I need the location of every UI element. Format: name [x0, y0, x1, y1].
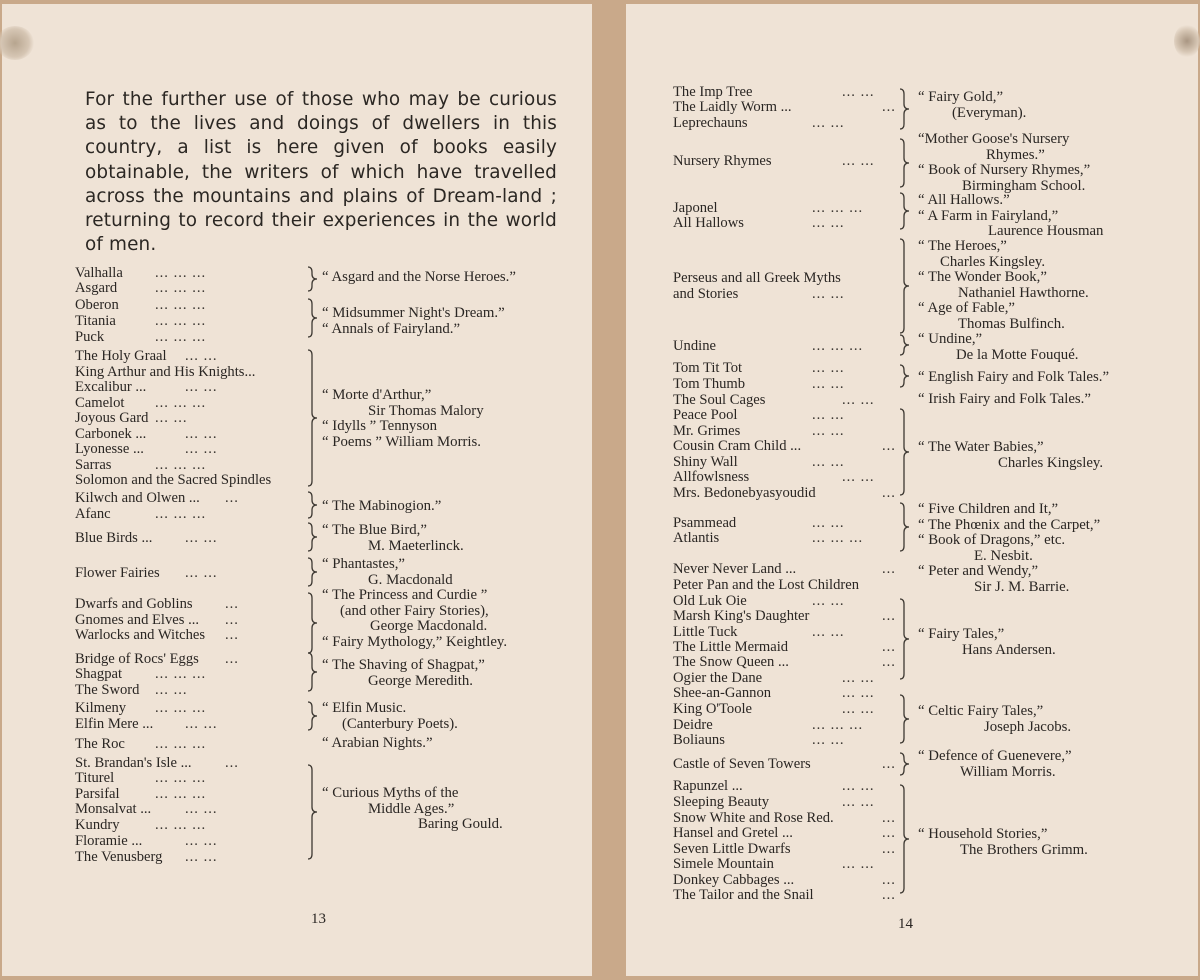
- reference-line: Sir Thomas Malory: [368, 402, 484, 419]
- reference-line: Sir J. M. Barrie.: [974, 578, 1070, 595]
- entry-dots: ... ...: [842, 84, 875, 100]
- reference-line: Joseph Jacobs.: [984, 718, 1072, 735]
- entry-dots: ... ...: [185, 716, 218, 732]
- reference-line: “ Phantastes,”: [322, 556, 406, 572]
- entry-dots: ... ...: [155, 410, 188, 426]
- brace-icon: [898, 408, 912, 496]
- book-reference: [322, 523, 464, 554]
- paper-stain: [0, 26, 34, 60]
- book-reference: [918, 827, 1088, 858]
- brace-icon: [306, 701, 320, 731]
- entry-dots: ... ... ...: [155, 770, 207, 786]
- reference-line: “ The Water Babies,”: [918, 439, 1044, 455]
- book-reference: [322, 499, 441, 515]
- reference-line: “ Asgard and the Norse Heroes.”: [322, 269, 516, 285]
- entry-name: Never Never Land ...: [673, 561, 797, 577]
- reference-line: “ Idylls ” Tennyson: [322, 418, 437, 435]
- entry-name: The Holy Graal: [75, 348, 167, 364]
- entry-dots: ... ...: [842, 856, 875, 872]
- reference-line: (Canterbury Poets).: [342, 715, 458, 732]
- reference-line: “ Arabian Nights.”: [322, 735, 433, 751]
- entry-name: Floramie ...: [75, 833, 143, 849]
- entry-name: Undine: [673, 338, 716, 354]
- entry-name: Puck: [75, 329, 105, 345]
- entry-dots: ...: [882, 438, 896, 454]
- entry-dots: ... ... ...: [155, 395, 207, 411]
- paper-stain: [1174, 24, 1200, 58]
- book-reference: [918, 332, 1078, 363]
- entry-dots: ... ...: [842, 392, 875, 408]
- entry-dots: ...: [225, 627, 239, 643]
- entry-dots: ... ...: [185, 441, 218, 457]
- entry-dots: ...: [882, 99, 896, 115]
- book-reference: [322, 736, 433, 752]
- entry-dots: ...: [225, 755, 239, 771]
- entry-name: Leprechauns: [673, 115, 748, 131]
- reference-line: The Brothers Grimm.: [960, 841, 1088, 858]
- entry-dots: ...: [225, 596, 239, 612]
- book-reference: [322, 786, 503, 833]
- entry-name: Tom Thumb: [673, 376, 746, 392]
- entry-name: All Hallows: [673, 215, 744, 231]
- entry-dots: ... ...: [185, 565, 218, 581]
- entry-dots: ... ... ...: [155, 666, 207, 682]
- entry-dots: ...: [882, 654, 896, 670]
- book-reference: [322, 270, 516, 286]
- entry-name: Tom Tit Tot: [673, 360, 743, 376]
- entry-name: Gnomes and Elves ...: [75, 612, 200, 628]
- entry-dots: ... ... ...: [155, 817, 207, 833]
- entry-name: Sarras: [75, 457, 112, 473]
- entry-name: The Imp Tree: [673, 84, 753, 100]
- reference-line: Rhymes.”: [986, 146, 1045, 163]
- entry-name: Old Luk Oie: [673, 593, 747, 609]
- entry-name: Excalibur ...: [75, 379, 147, 395]
- entry-dots: ...: [882, 756, 896, 772]
- entry-dots: ... ...: [842, 794, 875, 810]
- reference-line: “ Book of Nursery Rhymes,”: [918, 162, 1091, 179]
- entry-dots: ... ...: [842, 670, 875, 686]
- entry-name: The Soul Cages: [673, 392, 766, 408]
- entry-name: and Stories: [673, 286, 739, 302]
- brace-icon: [306, 266, 320, 292]
- entry-name: The Laidly Worm ...: [673, 99, 792, 115]
- entry-name: Snow White and Rose Red.: [673, 810, 834, 826]
- brace-icon: [306, 592, 320, 654]
- entry-dots: ...: [882, 825, 896, 841]
- reference-line: “ Morte d'Arthur,”: [322, 387, 432, 403]
- entry-name: Cousin Cram Child ...: [673, 438, 802, 454]
- entry-dots: ... ...: [812, 423, 845, 439]
- entry-name: Carbonek ...: [75, 426, 147, 442]
- entry-dots: ... ... ...: [812, 530, 864, 546]
- reference-line: “ The Blue Bird,”: [322, 522, 427, 538]
- brace-icon: [898, 784, 912, 894]
- reference-line: “ The Phœnix and the Carpet,”: [918, 516, 1101, 533]
- book-reference: [322, 388, 484, 450]
- entry-name: Kilwch and Olwen ...: [75, 490, 200, 506]
- entry-name: Mrs. Bedonebyasyoudid: [673, 485, 816, 501]
- entry-dots: ... ...: [842, 685, 875, 701]
- entry-name: Camelot: [75, 395, 125, 411]
- entry-dots: ... ... ...: [155, 506, 207, 522]
- entry-dots: ... ...: [812, 593, 845, 609]
- brace-icon: [898, 364, 912, 388]
- reference-line: “ Midsummer Night's Dream.”: [322, 305, 505, 321]
- reference-line: Thomas Bulfinch.: [958, 315, 1065, 332]
- entry-dots: ... ...: [185, 801, 218, 817]
- reference-line: William Morris.: [960, 763, 1056, 780]
- entry-name: The Sword: [75, 682, 140, 698]
- entry-name: Nursery Rhymes: [673, 153, 772, 169]
- entry-name: The Roc: [75, 736, 125, 752]
- entry-dots: ... ... ...: [155, 786, 207, 802]
- entry-name: Shagpat: [75, 666, 123, 682]
- brace-icon: [898, 238, 912, 334]
- entry-dots: ... ... ...: [812, 717, 864, 733]
- page-13: [2, 4, 592, 976]
- entry-dots: ... ...: [812, 215, 845, 231]
- entry-dots: ... ...: [842, 701, 875, 717]
- entry-name: Perseus and all Greek Myths: [673, 270, 841, 286]
- entry-dots: ...: [882, 485, 896, 501]
- reference-line: “ The Mabinogion.”: [322, 498, 442, 514]
- brace-icon: [898, 334, 912, 356]
- reference-line: “ Annals of Fairyland.”: [322, 320, 461, 337]
- brace-icon: [306, 652, 320, 692]
- entry-dots: ... ... ...: [155, 280, 207, 296]
- entry-dots: ...: [882, 639, 896, 655]
- entry-dots: ... ...: [185, 348, 218, 364]
- book-reference: [918, 370, 1109, 386]
- entry-dots: ... ...: [185, 426, 218, 442]
- entry-name: Dwarfs and Goblins: [75, 596, 193, 612]
- entry-name: Oberon: [75, 297, 119, 313]
- entry-name: Parsifal: [75, 786, 120, 802]
- entry-dots: ... ... ...: [155, 297, 207, 313]
- entry-dots: ... ... ...: [155, 700, 207, 716]
- entry-name: The Snow Queen ...: [673, 654, 789, 670]
- brace-icon: [898, 138, 912, 188]
- reference-line: “ The Shaving of Shagpat,”: [322, 657, 485, 673]
- book-reference: [322, 588, 507, 650]
- reference-line: De la Motte Fouqué.: [956, 346, 1079, 363]
- entry-dots: ... ... ...: [155, 736, 207, 752]
- entry-name: Bridge of Rocs' Eggs: [75, 651, 199, 667]
- entry-name: Seven Little Dwarfs: [673, 841, 791, 857]
- entry-name: Shee-an-Gannon: [673, 685, 772, 701]
- entry-dots: ...: [225, 490, 239, 506]
- entry-dots: ... ...: [155, 682, 188, 698]
- book-reference: [918, 564, 1069, 595]
- reference-line: “ Elfin Music.: [322, 700, 407, 716]
- entry-dots: ... ...: [185, 530, 218, 546]
- brace-icon: [898, 694, 912, 744]
- page-number: 13: [311, 911, 326, 927]
- entry-name: Afanc: [75, 506, 111, 522]
- entry-name: The Venusberg: [75, 849, 163, 865]
- entry-name: Atlantis: [673, 530, 720, 546]
- entry-name: Sleeping Beauty: [673, 794, 770, 810]
- reference-line: “ Household Stories,”: [918, 826, 1048, 842]
- brace-icon: [898, 752, 912, 776]
- entry-dots: ... ...: [185, 379, 218, 395]
- book-reference: [918, 749, 1072, 780]
- entry-dots: ... ... ...: [155, 457, 207, 473]
- brace-icon: [306, 491, 320, 519]
- reference-line: “ Fairy Mythology,” Keightley.: [322, 633, 508, 650]
- entry-name: Marsh King's Daughter: [673, 608, 810, 624]
- reference-line: Middle Ages.”: [368, 800, 455, 817]
- entry-name: Castle of Seven Towers: [673, 756, 811, 772]
- reference-line: “ Poems ” William Morris.: [322, 433, 482, 450]
- book-reference: [918, 239, 1089, 333]
- reference-line: “ Irish Fairy and Folk Tales.”: [918, 391, 1091, 407]
- entry-dots: ...: [225, 651, 239, 667]
- entry-dots: ... ...: [842, 778, 875, 794]
- entry-name: Simele Mountain: [673, 856, 774, 872]
- brace-icon: [898, 502, 912, 552]
- reference-line: “ Curious Myths of the: [322, 785, 459, 801]
- brace-icon: [306, 522, 320, 552]
- entry-name: Rapunzel ...: [673, 778, 743, 794]
- entry-dots: ... ...: [812, 624, 845, 640]
- reference-line: Hans Andersen.: [962, 641, 1056, 658]
- entry-dots: ... ... ...: [812, 200, 864, 216]
- page-14: [626, 4, 1198, 976]
- reference-line: “ The Princess and Curdie ”: [322, 587, 488, 603]
- reference-line: “ Age of Fable,”: [918, 300, 1015, 317]
- page-number: 14: [898, 916, 913, 932]
- reference-line: M. Maeterlinck.: [368, 537, 464, 554]
- entry-name: Blue Birds ...: [75, 530, 153, 546]
- reference-line: “ English Fairy and Folk Tales.”: [918, 369, 1110, 385]
- reference-line: (Everyman).: [952, 104, 1027, 121]
- entry-name: Titania: [75, 313, 116, 329]
- reference-line: “ The Heroes,”: [918, 238, 1007, 254]
- reference-line: Baring Gould.: [418, 816, 503, 833]
- book-reference: [322, 557, 453, 588]
- reference-line: “ Undine,”: [918, 331, 983, 347]
- reference-line: George Meredith.: [368, 672, 473, 689]
- entry-name: St. Brandan's Isle ...: [75, 755, 192, 771]
- entry-name: Kundry: [75, 817, 120, 833]
- reference-line: “ Five Children and It,”: [918, 501, 1059, 517]
- entry-name: Boliauns: [673, 732, 725, 748]
- brace-icon: [306, 298, 320, 338]
- brace-icon: [898, 192, 912, 230]
- entry-name: Shiny Wall: [673, 454, 738, 470]
- entry-dots: ... ...: [812, 360, 845, 376]
- reference-line: “ All Hallows.”: [918, 192, 1010, 208]
- book-reference: [918, 392, 1091, 408]
- book-reference: [322, 658, 485, 689]
- entry-name: King Arthur and His Knights...: [75, 364, 256, 380]
- entry-name: Hansel and Gretel ...: [673, 825, 793, 841]
- book-reference: [918, 502, 1100, 564]
- book-reference: [322, 306, 505, 337]
- entry-dots: ... ... ...: [155, 265, 207, 281]
- reference-line: “Mother Goose's Nursery: [918, 131, 1070, 147]
- book-reference: [918, 627, 1056, 658]
- entry-dots: ... ...: [842, 469, 875, 485]
- entry-dots: ...: [882, 561, 896, 577]
- book-reference: [918, 440, 1103, 471]
- brace-icon: [306, 557, 320, 587]
- entry-name: Ogier the Dane: [673, 670, 763, 686]
- entry-name: Monsalvat ...: [75, 801, 152, 817]
- brace-icon: [898, 598, 912, 680]
- entry-dots: ... ...: [185, 849, 218, 865]
- entry-name: Psammead: [673, 515, 737, 531]
- reference-line: “ Celtic Fairy Tales,”: [918, 703, 1044, 719]
- entry-dots: ...: [882, 887, 896, 903]
- entry-dots: ... ...: [812, 407, 845, 423]
- brace-icon: [898, 88, 912, 130]
- entry-name: Elfin Mere ...: [75, 716, 154, 732]
- entry-dots: ... ...: [812, 286, 845, 302]
- book-reference: [918, 193, 1103, 240]
- entry-name: Joyous Gard: [75, 410, 149, 426]
- reference-line: Birmingham School.: [962, 177, 1086, 194]
- entry-dots: ... ...: [842, 153, 875, 169]
- entry-name: Titurel: [75, 770, 115, 786]
- reference-line: Laurence Housman: [988, 223, 1104, 240]
- brace-icon: [306, 764, 320, 860]
- entry-dots: ...: [882, 608, 896, 624]
- entry-dots: ...: [882, 810, 896, 826]
- entry-name: Lyonesse ...: [75, 441, 144, 457]
- entry-name: Solomon and the Sacred Spindles: [75, 472, 272, 488]
- reference-line: George Macdonald.: [370, 618, 488, 635]
- entry-name: Kilmeny: [75, 700, 127, 716]
- entry-name: Allfowlsness: [673, 469, 750, 485]
- entry-name: Warlocks and Witches: [75, 627, 206, 643]
- entry-dots: ... ... ...: [155, 329, 207, 345]
- entry-name: Donkey Cabbages ...: [673, 872, 795, 888]
- entry-dots: ... ... ...: [155, 313, 207, 329]
- entry-dots: ...: [882, 841, 896, 857]
- book-reference: [918, 132, 1090, 194]
- reference-line: E. Nesbit.: [974, 547, 1033, 564]
- entry-name: Flower Fairies: [75, 565, 160, 581]
- entry-dots: ... ...: [812, 515, 845, 531]
- brace-icon: [306, 349, 320, 487]
- intro-paragraph: For the further use of those who may be curious as to the lives and doings of dwellers in this country, a list is here given of books easily obtainable, the writers of which have travelled across the mountains and plains of Dream-land ; returning to record their experiences in the world of men.: [85, 89, 557, 256]
- entry-dots: ... ...: [812, 454, 845, 470]
- book-reference: [322, 701, 458, 732]
- reference-line: “ Defence of Guenevere,”: [918, 748, 1072, 764]
- book-reference: [918, 704, 1071, 735]
- reference-line: “ Peter and Wendy,”: [918, 563, 1039, 579]
- reference-line: Charles Kingsley.: [998, 454, 1104, 471]
- entry-dots: ... ...: [185, 833, 218, 849]
- reference-line: “ A Farm in Fairyland,”: [918, 207, 1059, 224]
- entry-dots: ... ...: [812, 732, 845, 748]
- entry-dots: ...: [225, 612, 239, 628]
- reference-line: Charles Kingsley.: [940, 253, 1046, 270]
- reference-line: “ Book of Dragons,” etc.: [918, 532, 1066, 549]
- reference-line: Nathaniel Hawthorne.: [958, 284, 1089, 301]
- reference-line: G. Macdonald: [368, 571, 453, 588]
- entry-name: The Tailor and the Snail: [673, 887, 814, 903]
- entry-dots: ... ...: [812, 376, 845, 392]
- entry-name: King O'Toole: [673, 701, 753, 717]
- reference-line: “ The Wonder Book,”: [918, 269, 1047, 286]
- reference-line: “ Fairy Tales,”: [918, 626, 1005, 642]
- entry-name: Mr. Grimes: [673, 423, 741, 439]
- entry-dots: ... ... ...: [812, 338, 864, 354]
- entry-name: Deidre: [673, 717, 713, 733]
- reference-line: (and other Fairy Stories),: [340, 602, 489, 619]
- entry-name: Asgard: [75, 280, 118, 296]
- entry-name: The Little Mermaid: [673, 639, 789, 655]
- book-reference: [918, 90, 1026, 121]
- entry-name: Japonel: [673, 200, 718, 216]
- entry-dots: ... ...: [812, 115, 845, 131]
- entry-name: Little Tuck: [673, 624, 738, 640]
- entry-name: Peter Pan and the Lost Children: [673, 577, 860, 593]
- entry-dots: ...: [882, 872, 896, 888]
- entry-name: Peace Pool: [673, 407, 738, 423]
- entry-name: Valhalla: [75, 265, 123, 281]
- reference-line: “ Fairy Gold,”: [918, 89, 1004, 105]
